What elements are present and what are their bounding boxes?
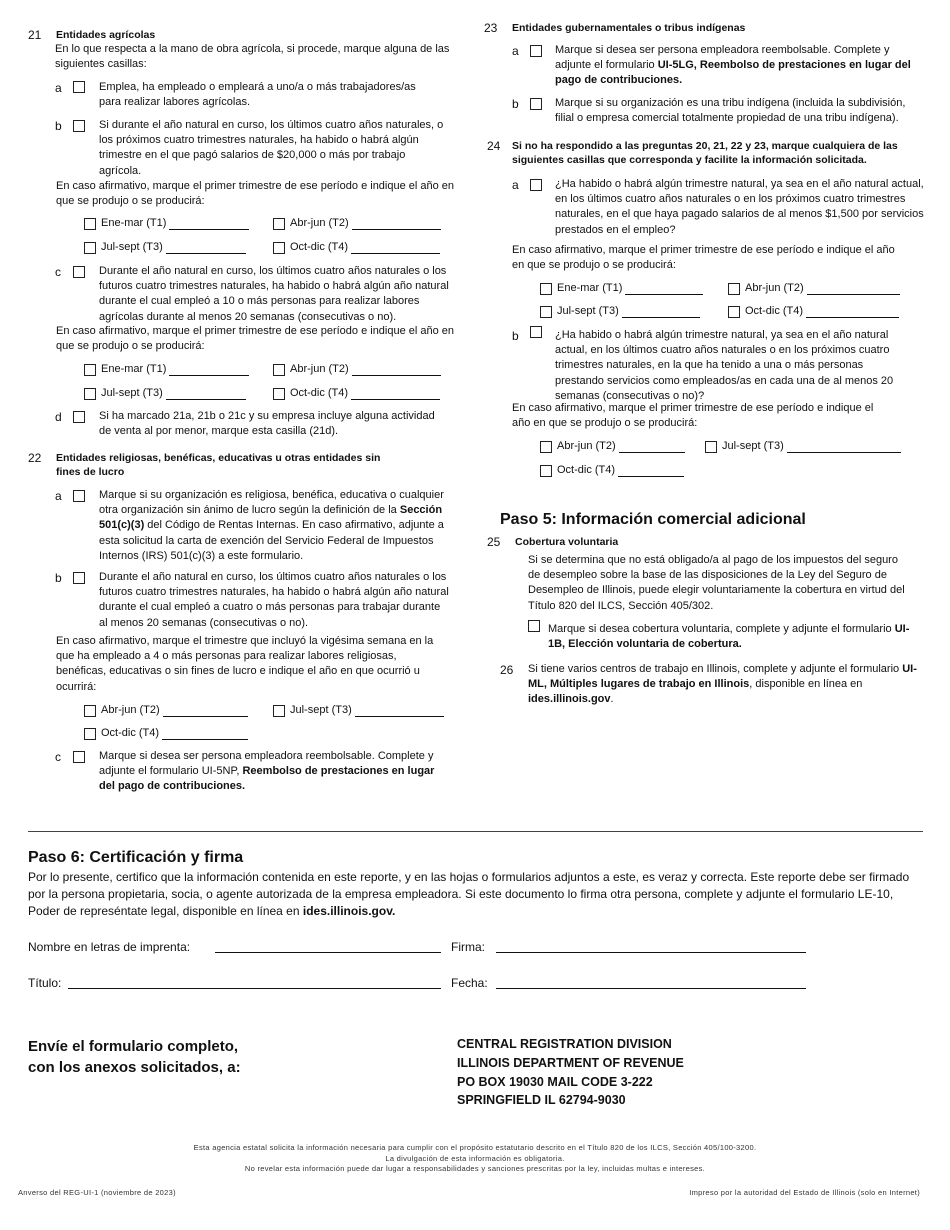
section-divider [28, 831, 923, 832]
24a-t3-checkbox[interactable] [540, 306, 552, 318]
24a-t2-label: Abr-jun (T2) [745, 282, 804, 294]
22b-t2-checkbox[interactable] [84, 705, 96, 717]
24a-t4-checkbox[interactable] [728, 306, 740, 318]
24a-t4-label: Oct-dic (T4) [745, 305, 804, 317]
ides-link[interactable]: ides.illinois.gov [528, 693, 611, 706]
21c-t2-checkbox[interactable] [273, 364, 285, 376]
item-24a-checkbox[interactable] [530, 179, 542, 191]
21c-t4-label: Oct-dic (T4) [290, 387, 349, 399]
item-22b-letter: b [55, 571, 62, 585]
22b-t2-label: Abr-jun (T2) [101, 704, 160, 716]
name-field[interactable] [215, 940, 441, 953]
22b-t3-year-field[interactable] [355, 705, 444, 717]
item-21b-follow: En caso afirmativo, marque el primer trimestre de ese período e indique el año en que se produjo o se producirá: [56, 180, 455, 208]
item-21d-text: Si ha marcado 21a, 21b o 21c y su empresa incluye alguna actividad de venta al por menor, marque esta casilla (21d). [99, 410, 435, 438]
item-21b-text: Si durante el año natural en curso, los últimos cuatro años naturales, o los próximos cuatro trimestres naturales, ha habido o habrá algún trimestre en el que pagó salarios de $20,000 o más por trabajo agrícola. [99, 119, 444, 177]
item-25-checkbox[interactable] [528, 620, 540, 632]
22b-t4-checkbox[interactable] [84, 728, 96, 740]
item-21d-letter: d [55, 410, 62, 424]
date-label: Fecha: [451, 976, 488, 990]
21c-t1-checkbox[interactable] [84, 364, 96, 376]
date-field[interactable] [496, 976, 806, 989]
item-23-title: Entidades gubernamentales o tribus indígenas [512, 22, 746, 34]
item-25-title: Cobertura voluntaria [515, 536, 619, 548]
item-22b-text: Durante el año natural en curso, los últimos cuatro años naturales o los futuros cuatro trimestres naturales, ha habido o habrá algún año natural durante el cual empleó a cuatro o más personas para trabajar durante al menos 20 semanas (consecutivas o no). [99, 571, 449, 629]
24a-t1-year-field[interactable] [625, 283, 703, 295]
21c-t2-year-field[interactable] [352, 364, 441, 376]
item-24b-checkbox[interactable] [530, 326, 542, 338]
21b-t4-label: Oct-dic (T4) [290, 241, 349, 253]
form-id: Anverso del REG-UI-1 (noviembre de 2023) [18, 1188, 176, 1197]
item-22-title: Entidades religiosas, benéficas, educativas u otras entidades sin fines de lucro [56, 452, 381, 479]
21b-t1-year-field[interactable] [169, 218, 249, 230]
item-22a-checkbox[interactable] [73, 490, 85, 502]
footer-notice: Esta agencia estatal solicita la información necesaria para cumplir con el propósito estatutario descrito en el Título 820 de los ILCS, Sección 405/100-3200. La divulgación de esta información es obligatoria. No revelar esta información puede dar lugar a responsabilidades y sanciones prescritas por la ley, incluidas multas e intereses. [193, 1143, 757, 1173]
24a-t3-year-field[interactable] [622, 306, 700, 318]
21b-t3-checkbox[interactable] [84, 242, 96, 254]
item-22b-checkbox[interactable] [73, 572, 85, 584]
24a-t3-label: Jul-sept (T3) [557, 305, 619, 317]
24b-t3-label: Jul-sept (T3) [722, 440, 784, 452]
item-21-number: 21 [28, 28, 42, 42]
21b-t2-label: Abr-jun (T2) [290, 217, 349, 229]
item-21b-letter: b [55, 119, 62, 133]
item-22a-letter: a [55, 489, 62, 503]
title-field[interactable] [68, 976, 441, 989]
22b-t2-year-field[interactable] [163, 705, 248, 717]
21b-t3-label: Jul-sept (T3) [101, 241, 163, 253]
21b-t2-year-field[interactable] [352, 218, 441, 230]
item-22c-text: Marque si desea ser persona empleadora reembolsable. Complete y adjunte el formulario UI-5NP, Reembolso de prestaciones en lugar del pago de contribuciones. [99, 750, 435, 793]
24a-t1-label: Ene-mar (T1) [557, 282, 623, 294]
item-23-number: 23 [484, 21, 498, 35]
21b-t4-checkbox[interactable] [273, 242, 285, 254]
item-21c-follow: En caso afirmativo, marque el primer trimestre de ese período e indique el año en que se produjo o se producirá: [56, 325, 455, 353]
printed-by: Impreso por la autoridad del Estado de Illinois (solo en Internet) [689, 1188, 920, 1197]
24b-t2-label: Abr-jun (T2) [557, 440, 616, 452]
24b-t4-label: Oct-dic (T4) [557, 464, 616, 476]
step6-title: Paso 6: Certificación y firma [28, 849, 244, 866]
item-21c-checkbox[interactable] [73, 266, 85, 278]
item-24a-follow: En caso afirmativo, marque el primer trimestre de ese período e indique el año en que se produjo o se producirá: [512, 244, 895, 272]
22b-t3-checkbox[interactable] [273, 705, 285, 717]
item-24-number: 24 [487, 139, 501, 153]
item-22a-text: Marque si su organización es religiosa, benéfica, educativa o cualquier otra organización sin ánimo de lucro según la definición de la Sección 501(c)(3) del Código de Rentas Internas. En caso afirmativo, adjunte a esta solicitud la carta de exención del Servicio Federal de Impuestos Internos (IRS) 501(c)(3) a este formulario. [99, 489, 444, 562]
21c-t3-checkbox[interactable] [84, 388, 96, 400]
21c-t3-year-field[interactable] [166, 388, 246, 400]
21c-t1-year-field[interactable] [169, 364, 249, 376]
22b-t4-label: Oct-dic (T4) [101, 727, 160, 739]
21b-t1-label: Ene-mar (T1) [101, 217, 167, 229]
21c-t3-label: Jul-sept (T3) [101, 387, 163, 399]
21b-t3-year-field[interactable] [166, 242, 246, 254]
step6-text: Por lo presente, certifico que la información contenida en este reporte, y en las hojas o formularios adjuntos a este, es veraz y correcta. Este reporte debe ser firmado por la persona propietaria, socia, o agente autorizada de la empresa empleadora. Si este documento lo firma otra persona, complete y adjunte el formulario LE-10, Poder de represéntate legal, disponible en línea en ides.illinois.gov. [28, 870, 910, 919]
item-25-number: 25 [487, 535, 501, 549]
item-24a-letter: a [512, 178, 519, 192]
24b-t3-checkbox[interactable] [705, 441, 717, 453]
22b-t3-label: Jul-sept (T3) [290, 704, 352, 716]
item-21c-letter: c [55, 265, 61, 279]
mail-instructions: Envíe el formulario completo, con los anexos solicitados, a: [28, 1038, 241, 1076]
item-23a-checkbox[interactable] [530, 45, 542, 57]
item-24-title: Si no ha respondido a las preguntas 20, 21, 22 y 23, marque cualquiera de las siguientes casillas que corresponda y facilite la información solicitada. [512, 140, 898, 167]
21c-t4-year-field[interactable] [351, 388, 440, 400]
24b-t2-checkbox[interactable] [540, 441, 552, 453]
item-21-title: Entidades agrícolas [56, 29, 156, 41]
item-24b-follow: En caso afirmativo, marque el primer trimestre de ese período e indique el año en que se produjo o se producirá: [512, 402, 874, 430]
signature-label: Firma: [451, 940, 485, 954]
item-25-check-text: Marque si desea cobertura voluntaria, complete y adjunte el formulario UI-1B, Elección voluntaria de cobertura. [548, 623, 910, 651]
item-21-intro: En lo que respecta a la mano de obra agrícola, si procede, marque alguna de las siguientes casillas: [55, 43, 450, 71]
item-26-number: 26 [500, 663, 514, 677]
item-21d-checkbox[interactable] [73, 411, 85, 423]
item-23b-checkbox[interactable] [530, 98, 542, 110]
item-21c-text: Durante el año natural en curso, los últimos cuatro años naturales o los futuros cuatro trimestres naturales, ha habido o habrá algún año natural durante el cual empleó a 10 o más personas para realizar labores agrícolas durante al menos 20 semanas (consecutivas o no). [99, 265, 449, 323]
signature-field[interactable] [496, 940, 806, 953]
24a-t2-checkbox[interactable] [728, 283, 740, 295]
ides-link-2[interactable]: ides.illinois.gov. [302, 904, 396, 919]
21c-t4-checkbox[interactable] [273, 388, 285, 400]
name-label: Nombre en letras de imprenta: [28, 940, 191, 954]
24b-t3-year-field[interactable] [787, 441, 901, 453]
item-23b-text: Marque si su organización es una tribu indígena (incluida la subdivisión, filial o empresa comercial totalmente propiedad de una tribu indígena). [555, 97, 906, 125]
title-label: Título: [28, 976, 62, 990]
24a-t1-checkbox[interactable] [540, 283, 552, 295]
item-22-number: 22 [28, 451, 42, 465]
mail-address: CENTRAL REGISTRATION DIVISION ILLINOIS DEPARTMENT OF REVENUE PO BOX 19030 MAIL CODE 3-222 SPRINGFIELD IL 62794-9030 [457, 1037, 684, 1108]
24a-t4-year-field[interactable] [806, 306, 899, 318]
21b-t2-checkbox[interactable] [273, 218, 285, 230]
item-22c-letter: c [55, 750, 61, 764]
24b-t4-checkbox[interactable] [540, 465, 552, 477]
item-24a-text: ¿Ha habido o habrá algún trimestre natural, ya sea en el año natural actual, en los últimos cuatro años naturales o en los próximos cuatro trimestres naturales, en el que haya pagado salarios de al menos $1,500 por servicios prestados en el empleo? [555, 178, 924, 236]
item-21a-letter: a [55, 81, 62, 95]
item-22c-checkbox[interactable] [73, 751, 85, 763]
item-24b-letter: b [512, 329, 519, 343]
24b-t4-year-field[interactable] [618, 465, 684, 477]
item-21b-checkbox[interactable] [73, 120, 85, 132]
step5-title: Paso 5: Información comercial adicional [500, 511, 806, 528]
21c-t2-label: Abr-jun (T2) [290, 363, 349, 375]
item-21a-text: Emplea, ha empleado o empleará a uno/a o más trabajadores/as para realizar labores agrícolas. [99, 81, 416, 109]
item-21a-checkbox[interactable] [73, 81, 85, 93]
21b-t1-checkbox[interactable] [84, 218, 96, 230]
item-23a-letter: a [512, 44, 519, 58]
22b-t4-year-field[interactable] [162, 728, 248, 740]
item-25-text: Si se determina que no está obligado/a al pago de los impuestos del seguro de desempleo sobre la base de las disposiciones de la Ley del Seguro de Desempleo de Illinois, puede elegir voluntariamente la cobertura en virtud del Título 820 del ILCS, Sección 405/302. [528, 554, 905, 612]
21b-t4-year-field[interactable] [351, 242, 440, 254]
24a-t2-year-field[interactable] [807, 283, 900, 295]
item-22b-follow: En caso afirmativo, marque el trimestre que incluyó la vigésima semana en la que ha empleado a 4 o más personas para realizar labores religiosas, benéficas, educativas o sin fines de lucro e indique el año en que ocurrió u ocurrirá: [56, 635, 434, 693]
item-26-text: Si tiene varios centros de trabajo en Illinois, complete y adjunte el formulario UI-ML, Múltiples lugares de trabajo en Illinois, disponible en línea en ides.illinois.gov. [528, 663, 917, 706]
item-23a-text: Marque si desea ser persona empleadora reembolsable. Complete y adjunte el formulario UI-5LG, Reembolso de prestaciones en lugar del pago de contribuciones. [555, 44, 911, 87]
item-24b-text: ¿Ha habido o habrá algún trimestre natural, ya sea en el año natural actual, en los últimos cuatro años naturales o en los próximos cuatro trimestres naturales, en la que ha tenido a una o más personas prestando servicios como empleados/as en cada una de al menos 20 semanas (consecutivas o no)? [555, 329, 894, 402]
item-23b-letter: b [512, 97, 519, 111]
21c-t1-label: Ene-mar (T1) [101, 363, 167, 375]
24b-t2-year-field[interactable] [619, 441, 685, 453]
